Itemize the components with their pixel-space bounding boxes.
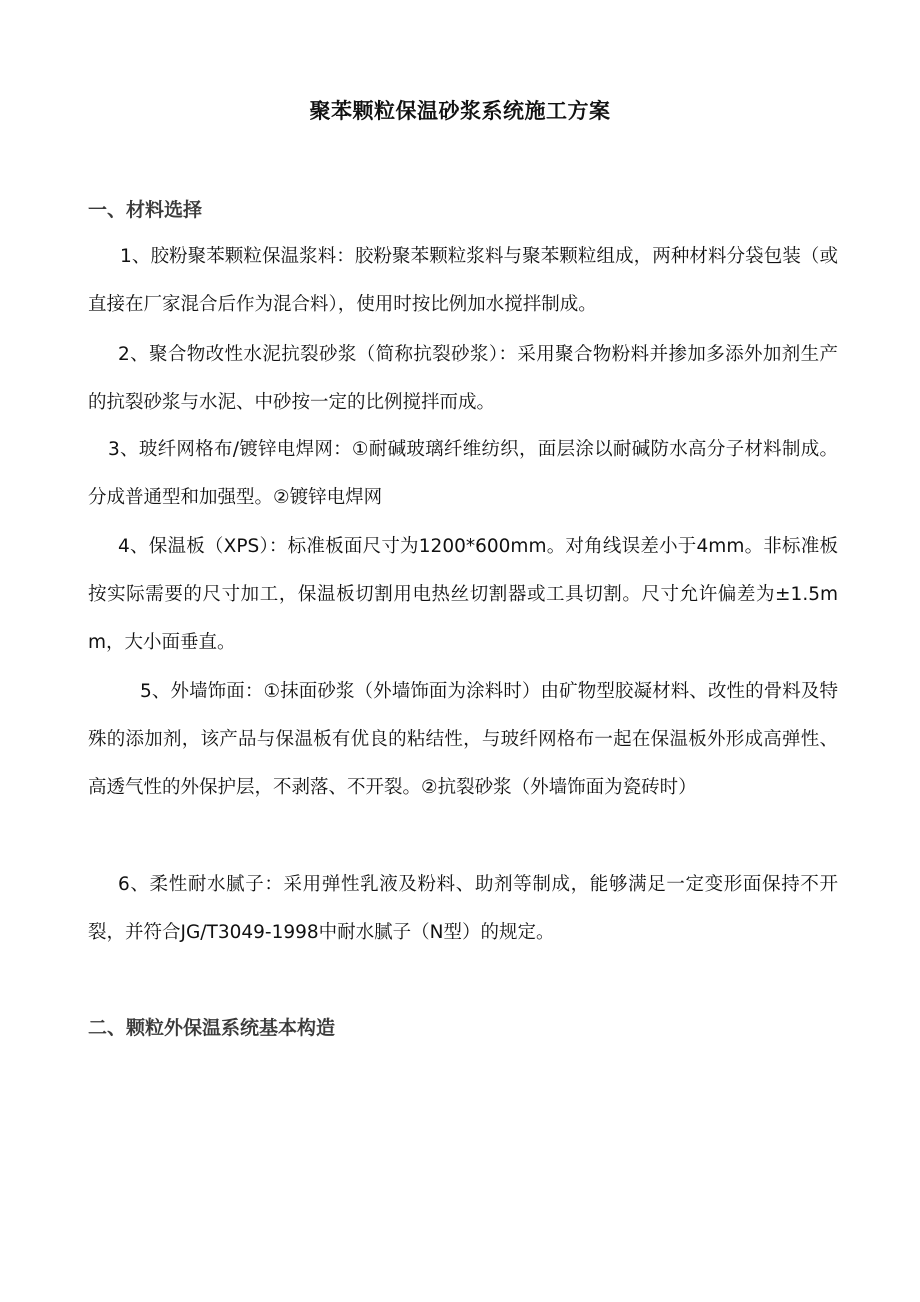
- paragraph-item-6: 6、柔性耐水腻子：采用弹性乳液及粉料、助剂等制成，能够满足一定变形面保持不开裂，并符合JG/T3049-1998中耐水腻子（N型）的规定。: [88, 874, 838, 943]
- document-title: 聚苯颗粒保温砂浆系统施工方案: [309, 99, 611, 123]
- paragraph-item-4: 4、保温板（XPS）：标准板面尺寸为1200*600mm。对角线误差小于4mm。非标准板按实际需要的尺寸加工，保温板切割用电热丝切割器或工具切割。尺寸允许偏差为±1.5mm，大小面垂直。: [88, 536, 838, 653]
- paragraph-item-3: 3、玻纤网格布/镀锌电焊网：①耐碱玻璃纤维纺织，面层涂以耐碱防水高分子材料制成。分成普通型和加强型。②镀锌电焊网: [88, 439, 838, 508]
- paragraph-item-1: 1、胶粉聚苯颗粒保温浆料：胶粉聚苯颗粒浆料与聚苯颗粒组成，两种材料分袋包装（或直接在厂家混合后作为混合料），使用时按比例加水搅拌制成。: [88, 246, 838, 315]
- section-heading-materials: 一、材料选择: [88, 199, 203, 221]
- paragraph-item-5: 5、外墙饰面：①抹面砂浆（外墙饰面为涂料时）由矿物型胶凝材料、改性的骨料及特殊的添加剂，该产品与保温板有优良的粘结性，与玻纤网格布一起在保温板外形成高弹性、高透气性的外保护层，不剥落、不开裂。②抗裂砂浆（外墙饰面为瓷砖时）: [88, 681, 838, 798]
- section-heading-structure: 二、颗粒外保温系统基本构造: [88, 1017, 336, 1039]
- paragraph-item-2: 2、聚合物改性水泥抗裂砂浆（简称抗裂砂浆）：采用聚合物粉料并掺加多添外加剂生产的抗裂砂浆与水泥、中砂按一定的比例搅拌而成。: [88, 344, 838, 413]
